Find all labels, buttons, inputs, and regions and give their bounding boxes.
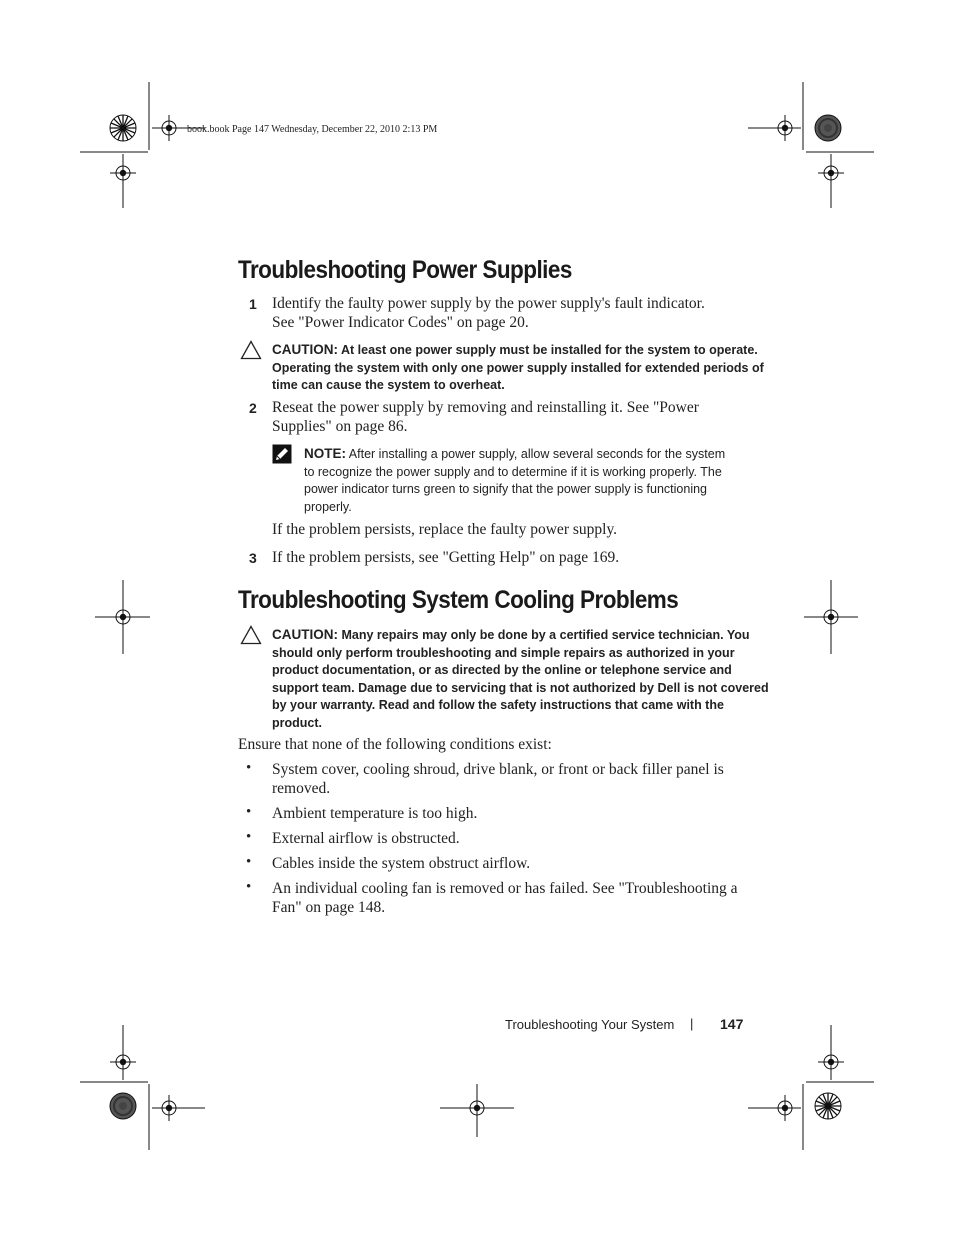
page-number: 147 xyxy=(720,1016,744,1032)
footer-section-name: Troubleshooting Your System xyxy=(505,1017,675,1032)
caution-label: CAUTION: xyxy=(272,342,338,357)
bullet-marker: • xyxy=(246,854,252,870)
step-number-2: 2 xyxy=(249,400,257,416)
list-item: External airflow is obstructed. xyxy=(272,830,460,847)
list-item-line: An individual cooling fan is removed or has failed. See "Troubleshooting a xyxy=(272,880,738,897)
list-item xyxy=(272,760,724,798)
caution-icon xyxy=(240,340,262,360)
caution-text: time can cause the system to overheat. xyxy=(272,378,505,392)
step-number-1: 1 xyxy=(249,296,257,312)
note-label: NOTE: xyxy=(304,446,346,461)
print-slug-line: book.book Page 147 Wednesday, December 22, 2010 2:13 PM xyxy=(187,124,438,135)
step-2-line: Reseat the power supply by removing and reinstalling it. See "Power xyxy=(272,399,699,416)
bullet-marker: • xyxy=(246,879,252,895)
caution-cooling xyxy=(272,626,769,732)
step-2-text xyxy=(272,398,699,436)
footer-separator: | xyxy=(690,1016,694,1031)
conditions-intro: Ensure that none of the following conditions exist: xyxy=(238,736,552,753)
section-title-cooling-problems: Troubleshooting System Cooling Problems xyxy=(238,586,679,614)
list-item-line: System cover, cooling shroud, drive blank, or front or back filler panel is xyxy=(272,761,724,778)
step-1-text xyxy=(272,294,705,332)
list-item: Cables inside the system obstruct airflow. xyxy=(272,855,531,872)
caution-text: should only perform troubleshooting and simple repairs as authorized in your xyxy=(272,645,735,660)
caution-text: product documentation, or as directed by the online or telephone service and xyxy=(272,663,732,677)
step-2-line: Supplies" on page 86. xyxy=(272,418,408,435)
list-item: Ambient temperature is too high. xyxy=(272,805,478,822)
step-1-line: Identify the faulty power supply by the power supply's fault indicator. xyxy=(272,295,705,312)
bullet-marker: • xyxy=(246,760,252,776)
step-3-text: If the problem persists, see "Getting Help" on page 169. xyxy=(272,549,620,566)
caution-text: support team. Damage due to servicing that is not authorized by Dell is not covered xyxy=(272,680,769,695)
note-power-supply xyxy=(304,445,725,516)
note-text: power indicator turns green to signify that the power supply is functioning xyxy=(304,482,708,496)
list-item-line: removed. xyxy=(272,780,331,797)
caution-text: by your warranty. Read and follow the safety instructions that came with the xyxy=(272,698,724,712)
note-text: properly. xyxy=(304,499,352,514)
caution-icon xyxy=(240,625,262,645)
caution-power-supply xyxy=(272,341,764,395)
step-1-line: See "Power Indicator Codes" on page 20. xyxy=(272,314,529,331)
note-pencil-icon xyxy=(272,444,292,464)
caution-text: Many repairs may only be done by a certified service technician. You xyxy=(341,628,750,642)
list-item xyxy=(272,879,738,917)
persist-text: If the problem persists, replace the faulty power supply. xyxy=(272,521,618,538)
bullet-marker: • xyxy=(246,804,252,820)
list-item-line: Fan" on page 148. xyxy=(272,899,386,916)
step-number-3: 3 xyxy=(249,550,257,566)
caution-label: CAUTION: xyxy=(272,627,338,642)
caution-text: Operating the system with only one power supply installed for extended periods of xyxy=(272,360,764,375)
note-text: After installing a power supply, allow several seconds for the system xyxy=(348,447,726,461)
section-title-power-supplies: Troubleshooting Power Supplies xyxy=(238,256,572,284)
caution-text: At least one power supply must be installed for the system to operate. xyxy=(341,343,758,357)
note-text: to recognize the power supply and to determine if it is working properly. The xyxy=(304,464,722,479)
caution-text: product. xyxy=(272,715,322,730)
bullet-marker: • xyxy=(246,829,252,845)
